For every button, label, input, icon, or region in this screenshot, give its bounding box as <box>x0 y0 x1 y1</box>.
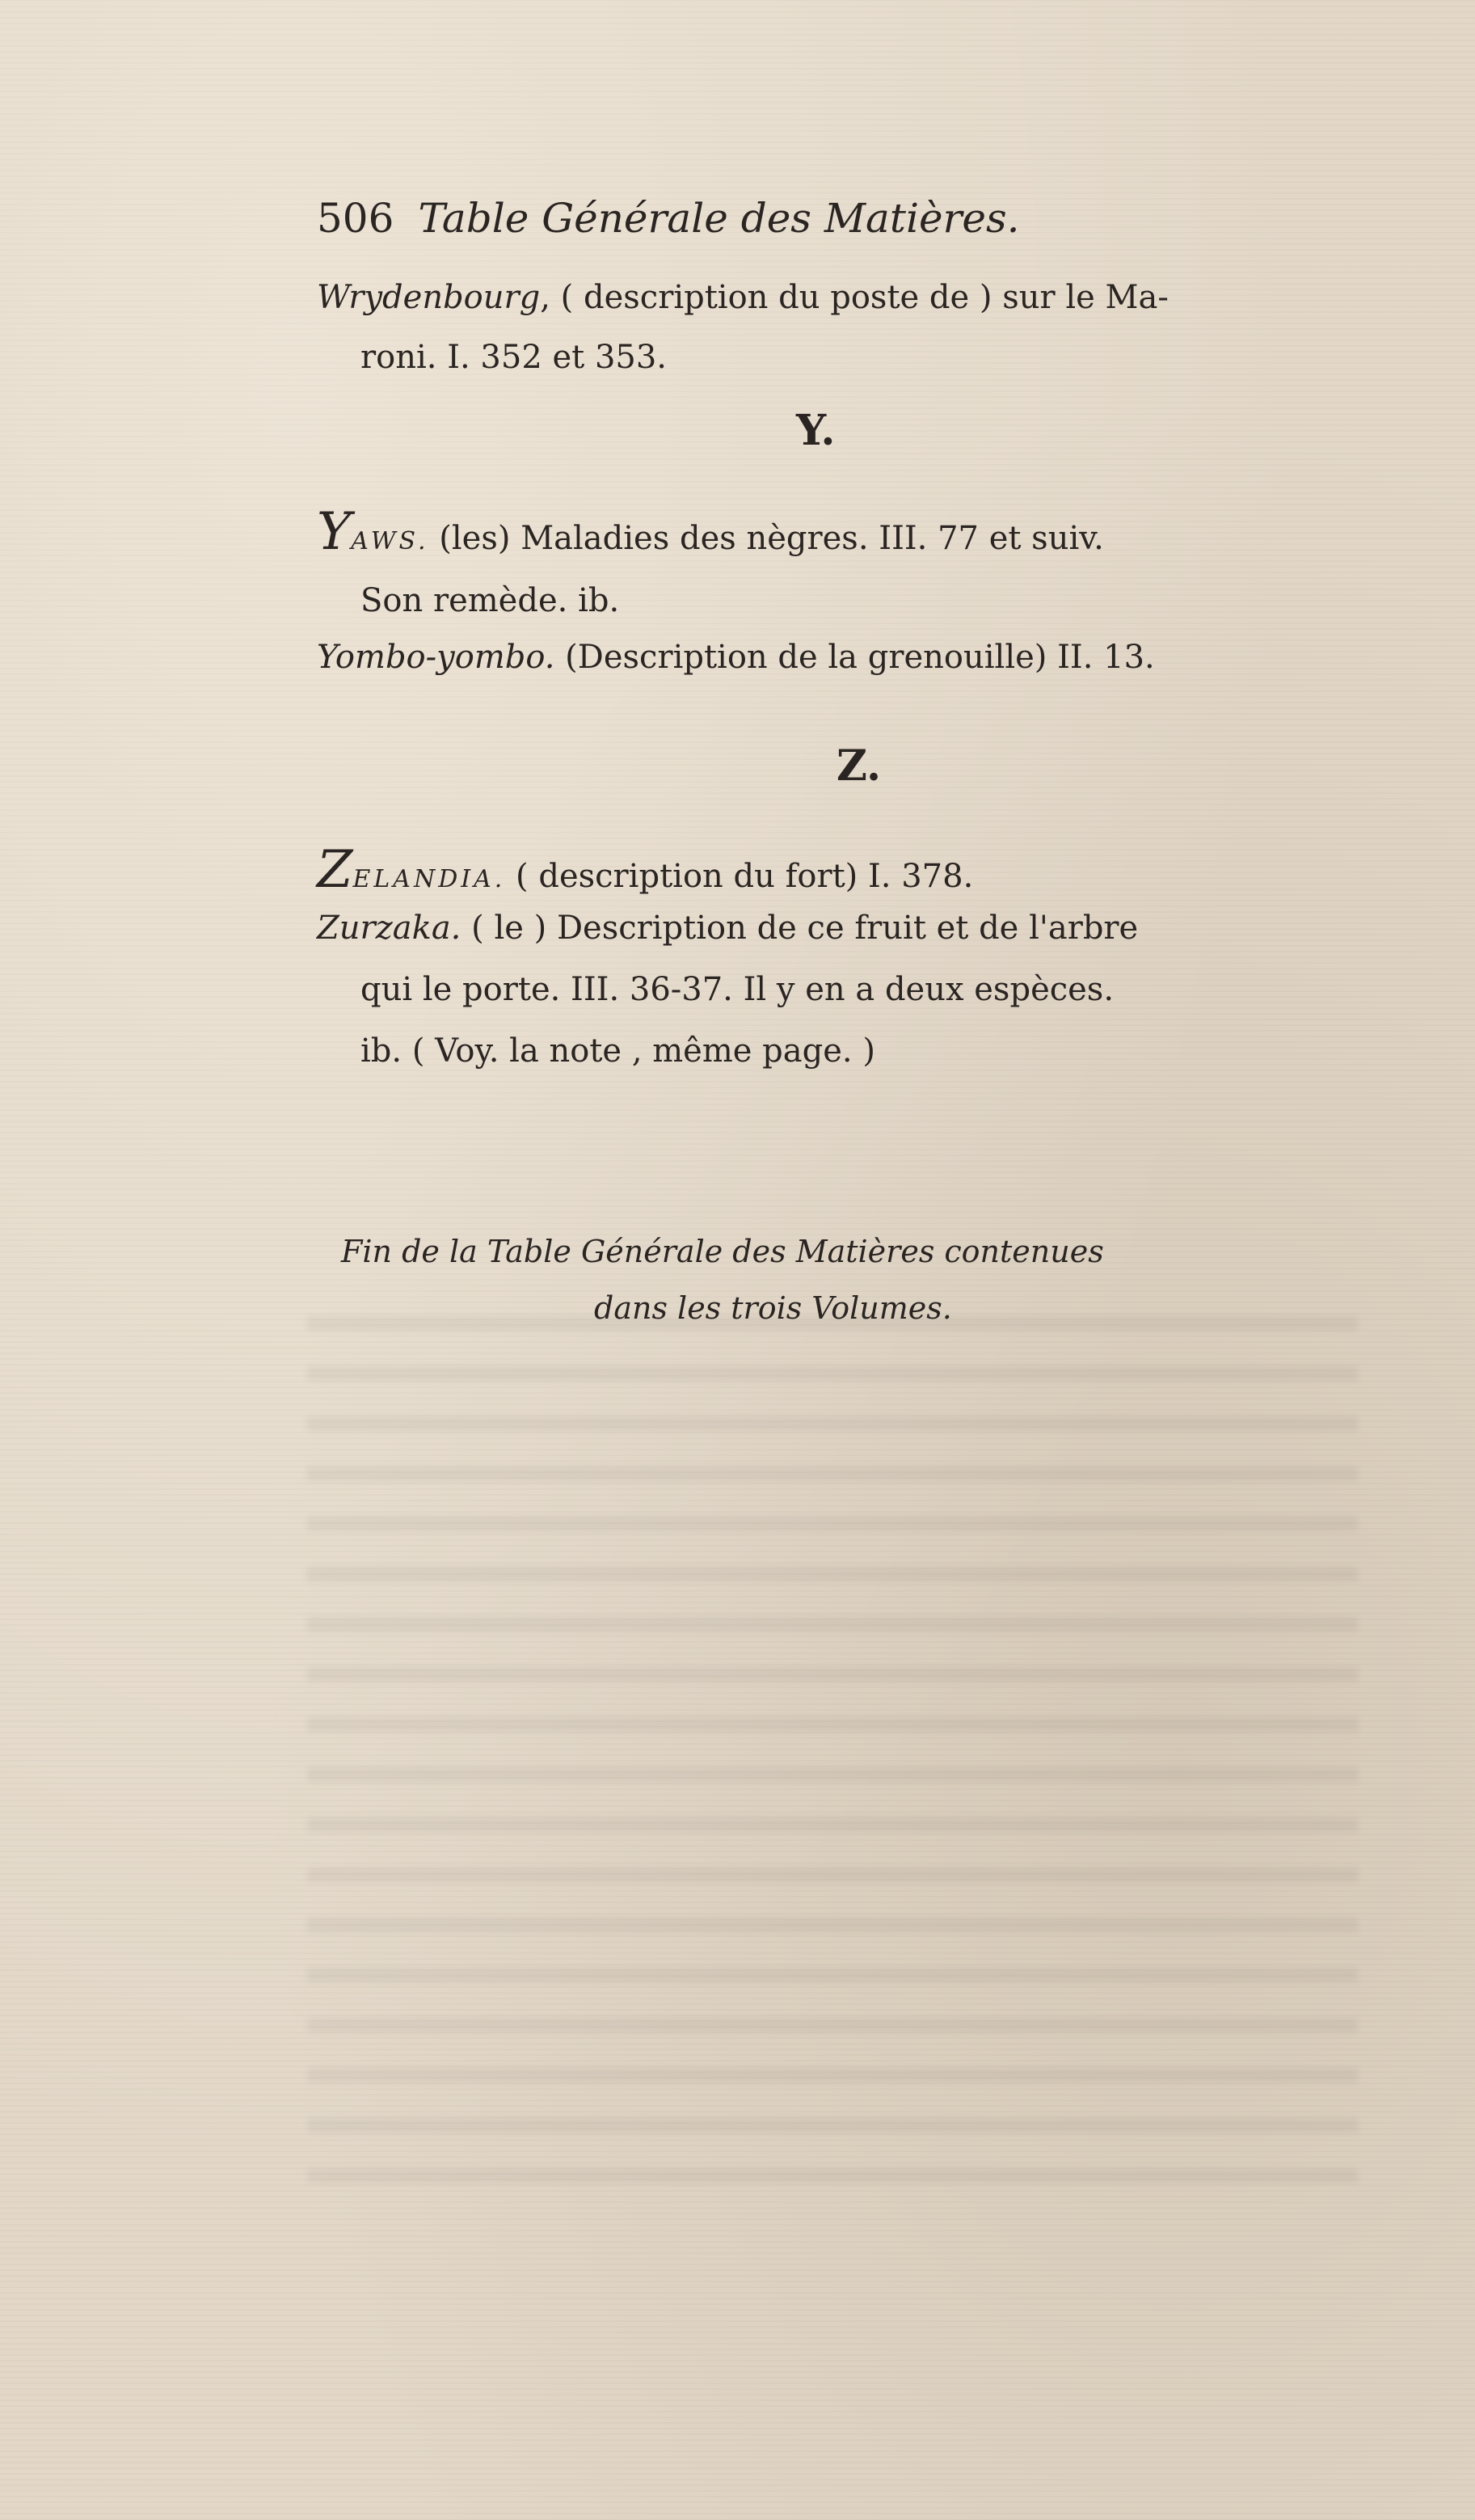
entry-text: Son remède. ib. <box>360 582 620 619</box>
entry-zurzaka-continued-2 <box>360 1028 875 1074</box>
entry-text: , ( description du poste de ) sur le Ma- <box>540 279 1169 316</box>
entry-zurzaka <box>317 905 1138 951</box>
entry-initial: Y <box>317 502 352 562</box>
entry-text: ( le ) Description de ce fruit et de l'arbre <box>471 910 1139 947</box>
bleed-through-texture <box>307 1294 1358 2183</box>
entry-zurzaka-continued-1 <box>360 967 1114 1012</box>
page-number: 506 <box>317 195 394 242</box>
entry-text: (les) Maladies des nègres. III. 77 et suiv. <box>439 520 1104 557</box>
entry-yombo <box>317 635 1155 680</box>
entry-initial: Z <box>317 840 353 900</box>
entry-wrydenbourg-continued <box>360 335 667 380</box>
entry-text: (Description de la grenouille) II. 13. <box>565 639 1155 676</box>
entry-term: AWS. <box>351 527 429 555</box>
entry-term: Yombo-yombo. <box>317 639 555 676</box>
entry-wrydenbourg <box>317 275 1169 320</box>
entry-term: Wrydenbourg <box>317 279 541 316</box>
entry-term: Zurzaka. <box>317 910 461 947</box>
section-letter-y: Y. <box>796 406 836 455</box>
closing-line-2: dans les trois Volumes. <box>594 1290 952 1326</box>
entry-text: roni. I. 352 et 353. <box>360 339 668 376</box>
entry-text: ( description du fort) I. 378. <box>516 858 974 895</box>
entry-text: ib. ( Voy. la note , même page. ) <box>360 1032 875 1070</box>
running-title: Table Générale des Matières. <box>418 195 1020 242</box>
entry-zelandia <box>317 840 974 902</box>
entry-yaws <box>317 502 1104 564</box>
entry-text: qui le porte. III. 36-37. Il y en a deux espèces. <box>360 971 1115 1008</box>
closing-line-1: Fin de la Table Générale des Matières contenues <box>341 1234 1104 1269</box>
entry-yaws-continued <box>360 578 619 623</box>
entry-term: ELANDIA. <box>352 865 506 893</box>
running-head <box>317 196 1020 241</box>
section-letter-z: Z. <box>837 741 882 791</box>
